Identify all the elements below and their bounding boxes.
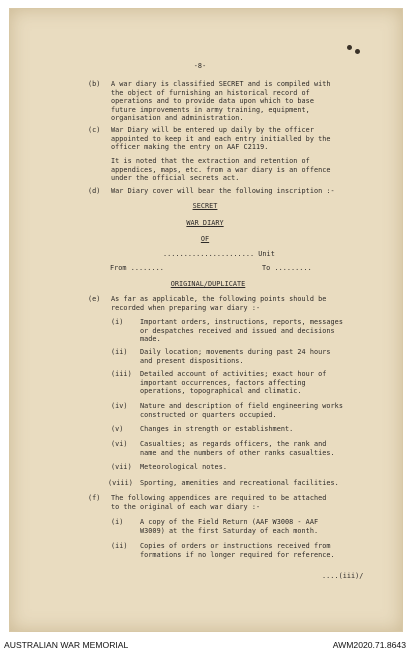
para-c-note-line: It is noted that the extraction and retention of bbox=[111, 157, 310, 165]
para-d-line: War Diary cover will bear the following inscription :- bbox=[111, 187, 335, 195]
item-line: and present dispositions. bbox=[140, 356, 244, 365]
para-c-note-line: under the official secrets act. bbox=[111, 174, 240, 183]
item-line: important occurrences, factors affecting bbox=[140, 378, 306, 387]
item-line: Copies of orders or instructions received from bbox=[140, 542, 331, 550]
item-line: made. bbox=[140, 335, 161, 344]
item-number: (viii) bbox=[108, 479, 133, 487]
item-line: Sporting, amenities and recreational facilities. bbox=[140, 479, 339, 487]
item-line: formations if no longer required for reference. bbox=[140, 550, 335, 559]
item-line: Daily location; movements during past 24 hours bbox=[140, 348, 331, 356]
item-line: Meteorological notes. bbox=[140, 463, 227, 471]
punch-hole bbox=[347, 45, 352, 50]
item-line: A copy of the Field Return (AAF W3008 - AAF bbox=[140, 518, 319, 526]
inscription-of: OF bbox=[200, 235, 210, 243]
item-number: (i) bbox=[111, 518, 124, 526]
inscription-unit-line: ...................... Unit bbox=[163, 250, 275, 258]
para-f-line: to the original of each war diary :- bbox=[111, 502, 261, 511]
para-e-label: (e) bbox=[88, 295, 101, 303]
para-b-line: organisation and administration. bbox=[111, 114, 244, 123]
item-number: (v) bbox=[111, 425, 124, 433]
para-f-label: (f) bbox=[88, 494, 101, 502]
item-line: Casualties; as regards officers, the rank and bbox=[140, 440, 327, 448]
para-c-line: officer making the entry on AAF C2119. bbox=[111, 143, 269, 152]
item-number: (ii) bbox=[111, 542, 128, 550]
para-c-line: appointed to keep it and each entry initialled by the bbox=[111, 134, 331, 143]
item-line: Detailed account of activities; exact hour of bbox=[140, 370, 327, 378]
inscription-from-line: From ........ bbox=[110, 264, 164, 272]
para-c-note-line: appendices, maps, etc. from a war diary is an offence bbox=[111, 165, 331, 174]
inscription-original-duplicate: ORIGINAL/DUPLICATE bbox=[170, 280, 246, 288]
item-number: (vi) bbox=[111, 440, 128, 448]
item-line: Nature and description of field engineering works bbox=[140, 402, 343, 410]
item-line: operations, topographical and climatic. bbox=[140, 387, 302, 396]
inscription-to-line: To ......... bbox=[262, 264, 312, 272]
inscription-war-diary: WAR DIARY bbox=[186, 219, 224, 227]
item-number: (i) bbox=[111, 318, 124, 326]
item-line: Important orders, instructions, reports, messages bbox=[140, 318, 343, 326]
para-c-label: (c) bbox=[88, 126, 101, 134]
item-line: name and the numbers of other ranks casualties. bbox=[140, 448, 335, 457]
item-number: (ii) bbox=[111, 348, 128, 356]
inscription-secret: SECRET bbox=[192, 202, 218, 210]
para-d-label: (d) bbox=[88, 187, 101, 195]
para-b-label: (b) bbox=[88, 80, 101, 88]
continuation-marker: ....(iii)/ bbox=[322, 572, 364, 580]
item-line: constructed or quarters occupied. bbox=[140, 410, 277, 419]
item-number: (iii) bbox=[111, 370, 132, 378]
para-e-line: recorded when preparing war diary :- bbox=[111, 303, 261, 312]
accession-number: AWM2020.71.8643 bbox=[332, 640, 406, 650]
para-c-line: War Diary will be entered up daily by the officer bbox=[111, 126, 314, 134]
para-b-line: the object of furnishing an historical record of bbox=[111, 88, 310, 97]
para-e-line: As far as applicable, the following points should be bbox=[111, 295, 327, 303]
punch-hole bbox=[355, 49, 360, 54]
item-number: (vii) bbox=[111, 463, 132, 471]
page-number: -8- bbox=[193, 62, 207, 70]
item-line: Changes in strength or establishment. bbox=[140, 425, 294, 433]
para-b-line: operations and to provide data upon which to base bbox=[111, 97, 314, 106]
institution-name: AUSTRALIAN WAR MEMORIAL bbox=[4, 640, 129, 650]
para-f-line: The following appendices are required to be attached bbox=[111, 494, 327, 502]
item-number: (iv) bbox=[111, 402, 128, 410]
para-b-line: A war diary is classified SECRET and is compiled with bbox=[111, 80, 331, 88]
item-line: or despatches received and issued and decisions bbox=[140, 326, 335, 335]
item-line: W3009) at the first Saturday of each month. bbox=[140, 526, 319, 535]
footer-bar bbox=[0, 637, 411, 653]
para-b-line: future improvements in army training, equipment, bbox=[111, 105, 310, 114]
